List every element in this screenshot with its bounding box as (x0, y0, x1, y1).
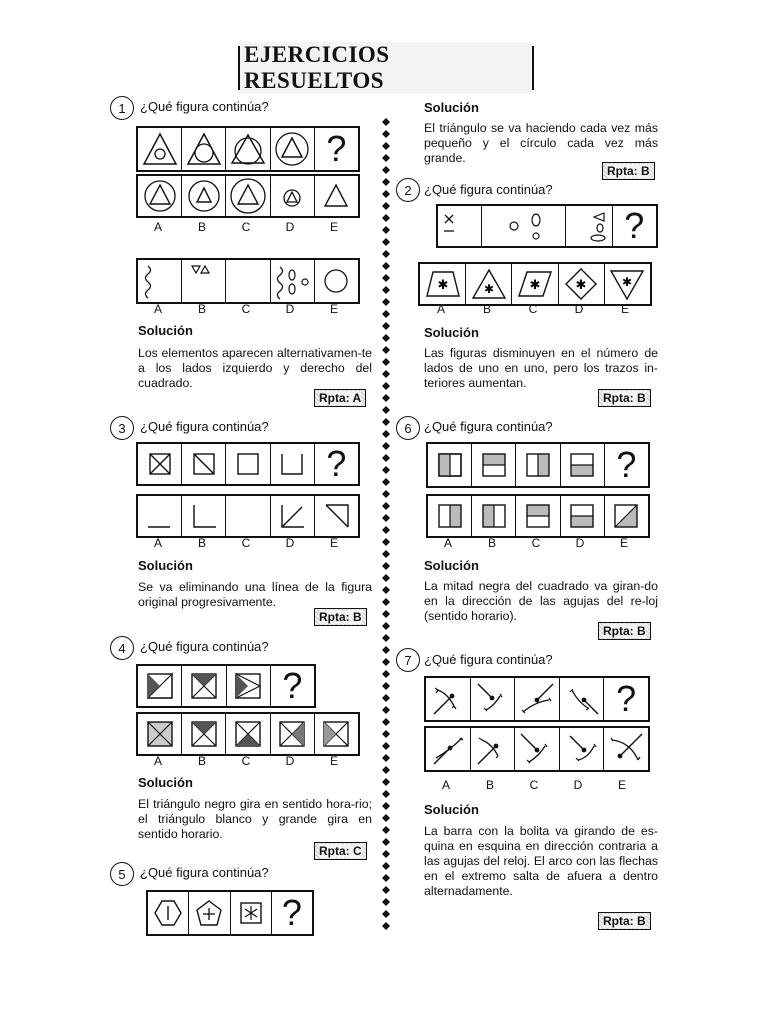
pe-option-letters: A B C D E (153, 302, 338, 316)
problem-4-options (136, 712, 360, 756)
p4-solution-text: El triángulo negro gira en sentido hora-rio; el triángulo blanco y grande gira en sentido horario. (138, 797, 372, 841)
p3-seq-cell (271, 444, 315, 484)
p3-seq-question-cell: ? (326, 443, 347, 484)
p6-solution-heading: Solución (424, 558, 479, 573)
p2-option-c[interactable] (512, 264, 558, 304)
problem-2-sequence (436, 204, 658, 248)
pe-option-e[interactable] (315, 260, 358, 302)
p2-seq-cell (566, 206, 612, 246)
divider-diamond (382, 154, 390, 162)
divider-diamond (382, 382, 390, 390)
divider-diamond (382, 766, 390, 774)
problem-5-number: 5 (110, 862, 134, 886)
p6-option-letters: A B C D E (443, 536, 628, 550)
svg-text:✱: ✱ (575, 277, 587, 292)
p5-seq-question-cell: ? (281, 892, 302, 933)
p6-seq-cell (428, 444, 472, 486)
problem-extra-options (136, 258, 360, 304)
p6-answer-badge: Rpta: B (598, 622, 651, 640)
divider-diamond (382, 826, 390, 834)
p7-option-a[interactable] (426, 728, 471, 770)
problem-3-sequence (136, 442, 360, 486)
p4-seq-cell (138, 666, 182, 706)
p5-seq-cell (189, 892, 230, 934)
p7-option-letters: A B C D E (441, 778, 626, 792)
divider-diamond (382, 610, 390, 618)
divider-diamond (382, 862, 390, 870)
divider-diamond (382, 214, 390, 222)
p6-option-a[interactable] (428, 496, 472, 536)
p1-option-d[interactable] (271, 176, 315, 216)
p7-seq-cell (560, 678, 605, 720)
p3-option-e[interactable] (315, 496, 358, 536)
divider-diamond (382, 622, 390, 630)
problem-1-number: 1 (110, 96, 134, 120)
p3-seq-cell (182, 444, 226, 484)
p1-solution-text: El triángulo se va haciendo cada vez más pequeño y el círculo cada vez más grande. (424, 121, 658, 165)
p2-option-d[interactable] (559, 264, 605, 304)
divider-diamond (382, 802, 390, 810)
p1-option-b[interactable] (182, 176, 226, 216)
divider-diamond (382, 202, 390, 210)
divider-diamond (382, 550, 390, 558)
svg-text:✱: ✱ (437, 277, 449, 292)
problem-5-question: ¿Qué figura continúa? (140, 865, 269, 880)
divider-diamond (382, 478, 390, 486)
divider-diamond (382, 334, 390, 342)
divider-diamond (382, 526, 390, 534)
problem-3-question: ¿Qué figura continúa? (140, 419, 269, 434)
divider-diamond (382, 754, 390, 762)
divider-diamond (382, 142, 390, 150)
pe-option-d[interactable] (271, 260, 315, 302)
divider-diamond (382, 358, 390, 366)
divider-diamond (382, 298, 390, 306)
problem-4-question: ¿Qué figura continúa? (140, 639, 269, 654)
pe-option-a[interactable] (138, 260, 182, 302)
p3-seq-cell (226, 444, 270, 484)
pe-answer-badge: Rpta: A (314, 389, 366, 407)
p7-solution-text: La barra con la bolita va girando de es-quina en esquina en dirección contraria a las agujas del reloj. El arco con las flechas en el extremo salta de afuera a dentro alternadamente. (424, 824, 658, 898)
svg-text:✱: ✱ (483, 282, 494, 296)
divider-diamond (382, 310, 390, 318)
p3-seq-cell (138, 444, 182, 484)
divider-diamond (382, 742, 390, 750)
problem-6-sequence (426, 442, 650, 488)
problem-4-number: 4 (110, 636, 134, 660)
divider-diamond (382, 646, 390, 654)
p4-answer-badge: Rpta: C (314, 842, 367, 860)
divider-diamond (382, 922, 390, 930)
p2-seq-question-cell: ? (624, 205, 645, 246)
divider-diamond (382, 166, 390, 174)
problem-7-sequence (424, 676, 650, 722)
problem-1-question: ¿Qué figura continúa? (140, 99, 269, 114)
p6-seq-cell (561, 444, 605, 486)
p3-solution-text: Se va eliminando una línea de la figura original progresivamente. (138, 580, 372, 609)
p3-option-c[interactable] (226, 496, 270, 536)
p7-seq-cell (426, 678, 471, 720)
divider-diamond (382, 730, 390, 738)
divider-diamond (382, 418, 390, 426)
divider-diamond (382, 898, 390, 906)
divider-diamond (382, 670, 390, 678)
divider-diamond (382, 502, 390, 510)
divider-diamond (382, 874, 390, 882)
p2-solution-text: Las figuras disminuyen en el número de lados de uno en uno, pero los trazos in-teriores aumentan. (424, 346, 658, 390)
p3-option-letters: A B C D E (153, 536, 338, 550)
divider-diamond (382, 850, 390, 858)
divider-diamond (382, 490, 390, 498)
problem-3-options (136, 494, 360, 538)
p3-solution-heading: Solución (138, 558, 193, 573)
p5-seq-cell (148, 892, 189, 934)
divider-diamond (382, 718, 390, 726)
divider-diamond (382, 778, 390, 786)
divider-diamond (382, 190, 390, 198)
p1-seq-cell (138, 128, 182, 170)
problem-2-question: ¿Qué figura continúa? (424, 182, 553, 197)
p7-solution-heading: Solución (424, 802, 479, 817)
p5-seq-cell (231, 892, 272, 934)
divider-diamond (382, 454, 390, 462)
p4-option-letters: A B C D E (153, 754, 338, 768)
divider-diamond (382, 118, 390, 126)
problem-3-number: 3 (110, 416, 134, 440)
divider-diamond (382, 262, 390, 270)
problem-7-number: 7 (396, 648, 420, 672)
divider-diamond (382, 886, 390, 894)
p7-option-b[interactable] (471, 728, 516, 770)
p6-option-c[interactable] (516, 496, 560, 536)
divider-diamond (382, 370, 390, 378)
p7-answer-badge: Rpta: B (598, 912, 651, 930)
divider-diamond (382, 694, 390, 702)
p3-option-a[interactable] (138, 496, 182, 536)
problem-6-number: 6 (396, 416, 420, 440)
p2-seq-cell (482, 206, 566, 246)
p4-option-a[interactable] (138, 714, 182, 754)
pe-option-c[interactable] (226, 260, 270, 302)
p2-solution-heading: Solución (424, 325, 479, 340)
page-title: EJERCICIOS RESUELTOS (240, 42, 532, 94)
p4-option-b[interactable] (182, 714, 226, 754)
divider-diamond (382, 322, 390, 330)
p3-answer-badge: Rpta: B (314, 608, 367, 626)
pe-solution-heading: Solución (138, 323, 193, 338)
divider-diamond (382, 178, 390, 186)
divider-diamond (382, 442, 390, 450)
problem-7-question: ¿Qué figura continúa? (424, 652, 553, 667)
divider-diamond (382, 406, 390, 414)
p7-seq-cell (515, 678, 560, 720)
divider-diamond (382, 814, 390, 822)
p2-seq-cell (438, 206, 482, 246)
problem-1-options (136, 174, 360, 218)
p2-option-e[interactable] (605, 264, 650, 304)
p2-option-b[interactable] (466, 264, 512, 304)
problem-4-sequence (136, 664, 316, 708)
p7-option-e[interactable] (604, 728, 648, 770)
divider-diamond (382, 430, 390, 438)
p2-answer-badge: Rpta: B (598, 389, 651, 407)
divider-diamond (382, 130, 390, 138)
divider-diamond (382, 250, 390, 258)
p1-option-letters: A B C D E (153, 220, 338, 234)
divider-diamond (382, 838, 390, 846)
svg-text:✱: ✱ (622, 275, 633, 289)
divider-diamond (382, 346, 390, 354)
divider-diamond (382, 238, 390, 246)
p6-option-b[interactable] (472, 496, 516, 536)
page-title-box (238, 42, 534, 93)
divider-diamond (382, 706, 390, 714)
divider-diamond (382, 910, 390, 918)
divider-diamond (382, 286, 390, 294)
divider-diamond (382, 466, 390, 474)
svg-text:✱: ✱ (529, 277, 541, 292)
p3-option-b[interactable] (182, 496, 226, 536)
p1-option-a[interactable] (138, 176, 182, 216)
p1-option-c[interactable] (226, 176, 270, 216)
p6-seq-question-cell: ? (616, 444, 637, 485)
pe-option-b[interactable] (182, 260, 226, 302)
divider-diamond (382, 598, 390, 606)
p1-solution-heading: Solución (424, 100, 479, 115)
p6-seq-cell (472, 444, 516, 486)
p4-option-d[interactable] (271, 714, 315, 754)
p4-seq-question-cell: ? (282, 665, 303, 706)
problem-1-sequence (136, 126, 360, 172)
p7-seq-cell (471, 678, 516, 720)
divider-diamond (382, 790, 390, 798)
p4-seq-cell (182, 666, 226, 706)
problem-2-options (418, 262, 652, 306)
p7-option-d[interactable] (560, 728, 605, 770)
p4-solution-heading: Solución (138, 775, 193, 790)
p6-option-d[interactable] (561, 496, 605, 536)
divider-diamond (382, 682, 390, 690)
p6-solution-text: La mitad negra del cuadrado va giran-do en la dirección de las agujas del re-loj (sentido horario). (424, 579, 658, 623)
p4-seq-cell (227, 666, 271, 706)
p6-option-e[interactable] (605, 496, 648, 536)
divider-diamond (382, 634, 390, 642)
problem-2-number: 2 (396, 178, 420, 202)
divider-diamond (382, 226, 390, 234)
divider-diamond (382, 658, 390, 666)
p3-option-d[interactable] (271, 496, 315, 536)
problem-6-question: ¿Qué figura continúa? (424, 419, 553, 434)
pe-solution-text: Los elementos aparecen alternativamen-te a los lados izquierdo y derecho del cuadrado. (138, 346, 372, 390)
problem-7-options (424, 726, 650, 772)
p4-option-c[interactable] (226, 714, 270, 754)
p2-option-letters: A B C D E (436, 302, 629, 316)
divider-diamond (382, 394, 390, 402)
p2-option-a[interactable] (420, 264, 466, 304)
divider-diamond (382, 586, 390, 594)
problem-6-options (426, 494, 650, 538)
divider-diamond (382, 514, 390, 522)
column-divider (381, 118, 391, 938)
p7-seq-question-cell: ? (616, 678, 637, 719)
p4-option-e[interactable] (315, 714, 358, 754)
problem-5-sequence (146, 890, 314, 936)
divider-diamond (382, 574, 390, 582)
p1-seq-cell (226, 128, 270, 170)
p1-answer-badge: Rpta: B (602, 162, 655, 180)
p1-seq-cell (271, 128, 315, 170)
p6-seq-cell (516, 444, 560, 486)
divider-diamond (382, 562, 390, 570)
p1-seq-question-cell: ? (326, 128, 347, 169)
p1-seq-cell (182, 128, 226, 170)
p1-option-e[interactable] (315, 176, 358, 216)
divider-diamond (382, 274, 390, 282)
divider-diamond (382, 538, 390, 546)
p7-option-c[interactable] (515, 728, 560, 770)
